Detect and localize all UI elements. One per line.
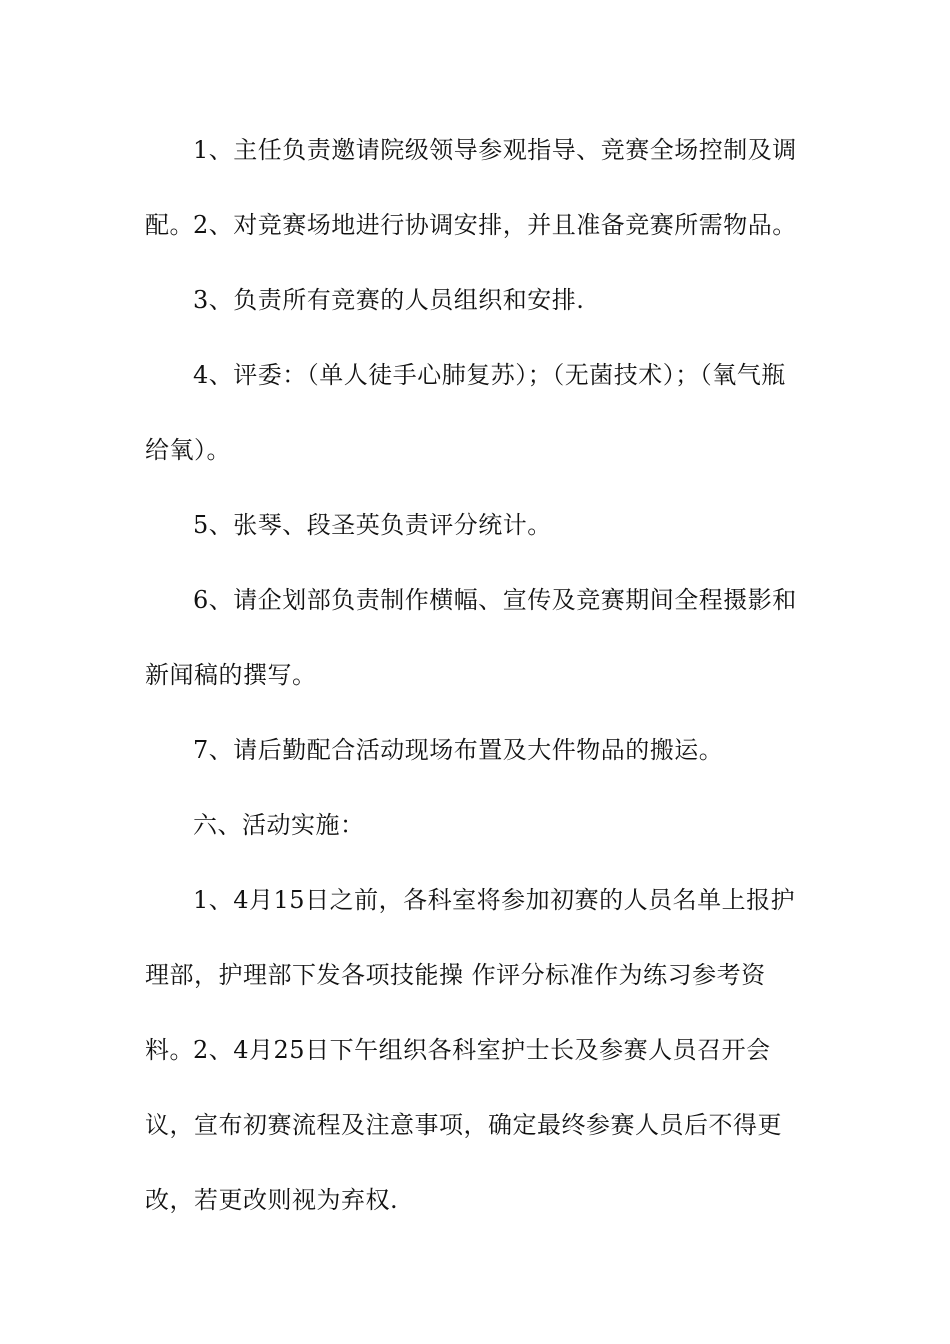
paragraph-6: 6、请企划部负责制作横幅、宣传及竞赛期间全程摄影和新闻稿的撰写。 [145, 586, 797, 689]
section-heading: 六、活动实施： [193, 811, 365, 839]
paragraph-5: 5、张琴、段圣英负责评分统计。 [193, 511, 552, 539]
paragraph-4: 4、评委：（单人徒手心肺复苏）；（无菌技术）；（氧气瓶给氧）。 [145, 361, 786, 464]
paragraph-3: 3、负责所有竞赛的人员组织和安排. [193, 286, 585, 314]
paragraph-9: 2、4月25日下午组织各科室护士长及参赛人员召开会议，宣布初赛流程及注意事项，确定最终参赛人员后不得更改，若更改则视为弃权. [145, 1036, 782, 1214]
paragraph-8: 1、4月15日之前，各科室将参加初赛的人员名单上报护理部，护理部下发各项技能操 作评分标准作为练习参考资料。 [145, 886, 796, 1064]
paragraph-1: 1、主任负责邀请院级领导参观指导、竞赛全场控制及调配。 [145, 136, 797, 239]
paragraph-7: 7、请后勤配合活动现场布置及大件物品的搬运。 [193, 736, 724, 764]
paragraph-2: 2、对竞赛场地进行协调安排，并且准备竞赛所需物品。 [193, 211, 797, 239]
